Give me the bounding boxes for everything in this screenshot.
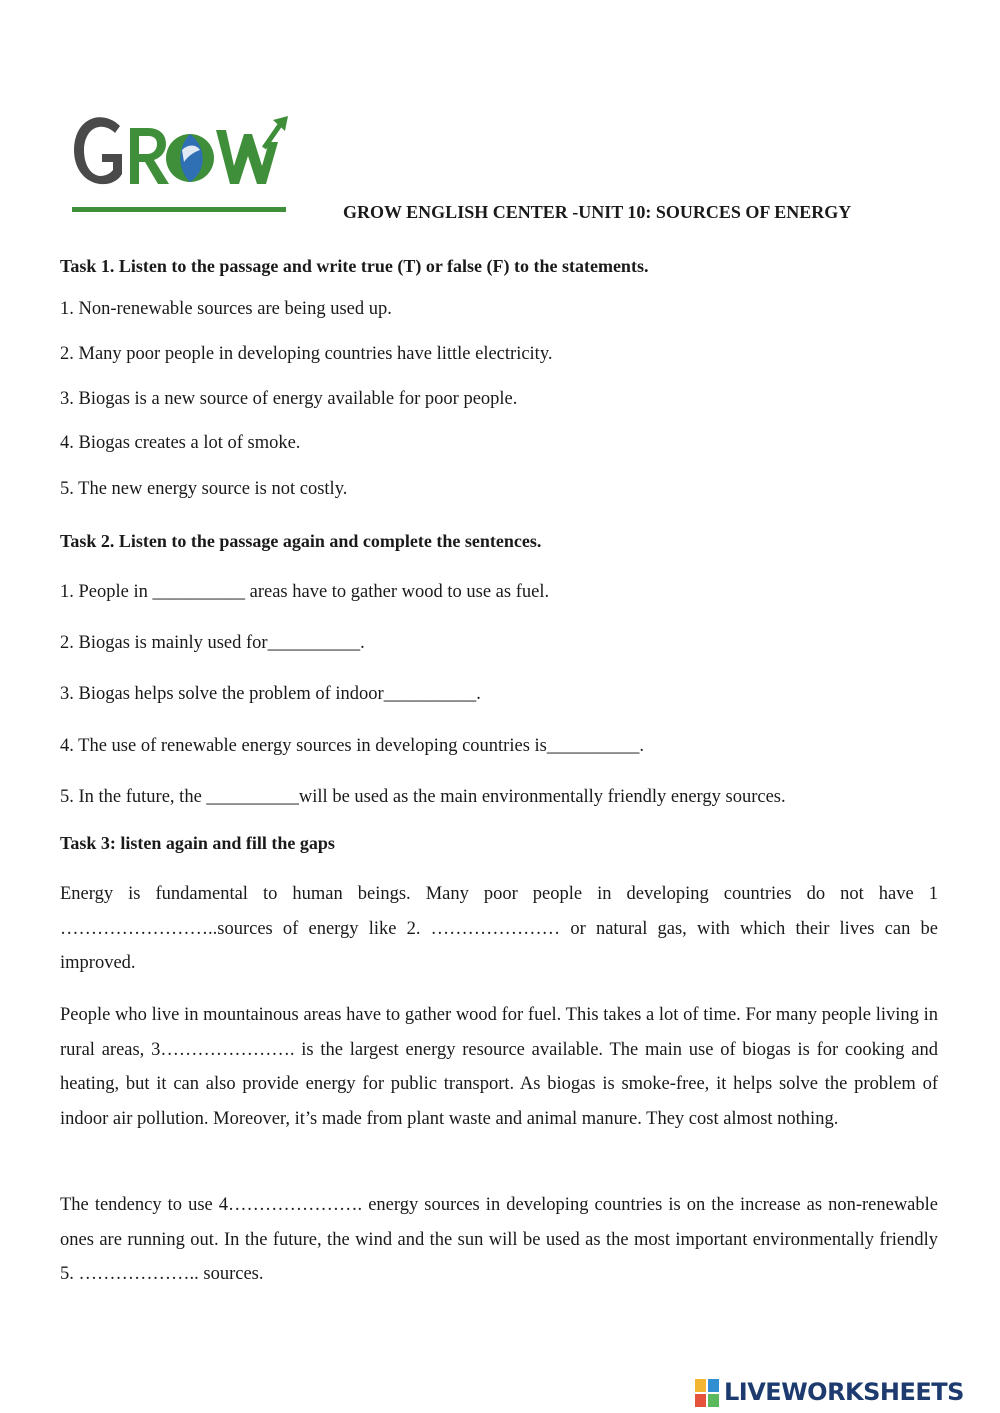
liveworksheets-footer[interactable] <box>695 1375 995 1411</box>
task2-heading: Task 2. Listen to the passage again and complete the sentences. <box>60 531 542 551</box>
task2-item-2: 2. Biogas is mainly used for__________. <box>60 633 365 653</box>
task2-item-1: 1. People in __________ areas have to gather wood to use as fuel. <box>60 582 550 602</box>
page-title: GROW ENGLISH CENTER -UNIT 10: SOURCES OF ENERGY <box>343 202 852 222</box>
task1-item-1: 1. Non-renewable sources are being used up. <box>60 299 392 319</box>
task1-item-2: 2. Many poor people in developing countries have little electricity. <box>60 344 553 364</box>
grow-logo <box>68 98 293 218</box>
grow-logo-arrow-icon <box>68 98 293 218</box>
task1-item-4: 4. Biogas creates a lot of smoke. <box>60 433 301 453</box>
task2-item-4: 4. The use of renewable energy sources in developing countries is__________. <box>60 736 644 756</box>
liveworksheets-logo-icon <box>695 1379 721 1409</box>
task2-item-3: 3. Biogas helps solve the problem of indoor__________. <box>60 684 481 704</box>
task2-item-5: 5. In the future, the __________will be used as the main environmentally friendly energy sources. <box>60 787 786 807</box>
task1-item-5: 5. The new energy source is not costly. <box>60 479 348 499</box>
task3-paragraph-2: People who live in mountainous areas have to gather wood for fuel. This takes a lot of time. For many people living in rural areas, 3…………………. is the largest energy resource available. The main use of biogas is for cooking and heating, but it can also provide energy for public transport. As biogas is smoke-free, it helps solve the problem of indoor air pollution. Moreover, it’s made from plant waste and animal manure. They cost almost nothing. <box>60 1005 938 1130</box>
task3-heading: Task 3: listen again and fill the gaps <box>60 833 335 853</box>
task1-item-3: 3. Biogas is a new source of energy available for poor people. <box>60 389 518 409</box>
task3-paragraph-3: The tendency to use 4…………………. energy sources in developing countries is on the increase as non-renewable ones are running out. In the future, the wind and the sun will be used as the most important environmentally friendly 5. ……………….. sources. <box>60 1195 938 1285</box>
liveworksheets-brand: LIVEWORKSHEETS <box>724 1378 964 1406</box>
task1-heading: Task 1. Listen to the passage and write true (T) or false (F) to the statements. <box>60 256 649 276</box>
task3-paragraph-1: Energy is fundamental to human beings. Many poor people in developing countries do not have 1 ……………………..sources of energy like 2. ………………… or natural gas, with which their lives can be improved. <box>60 884 938 974</box>
